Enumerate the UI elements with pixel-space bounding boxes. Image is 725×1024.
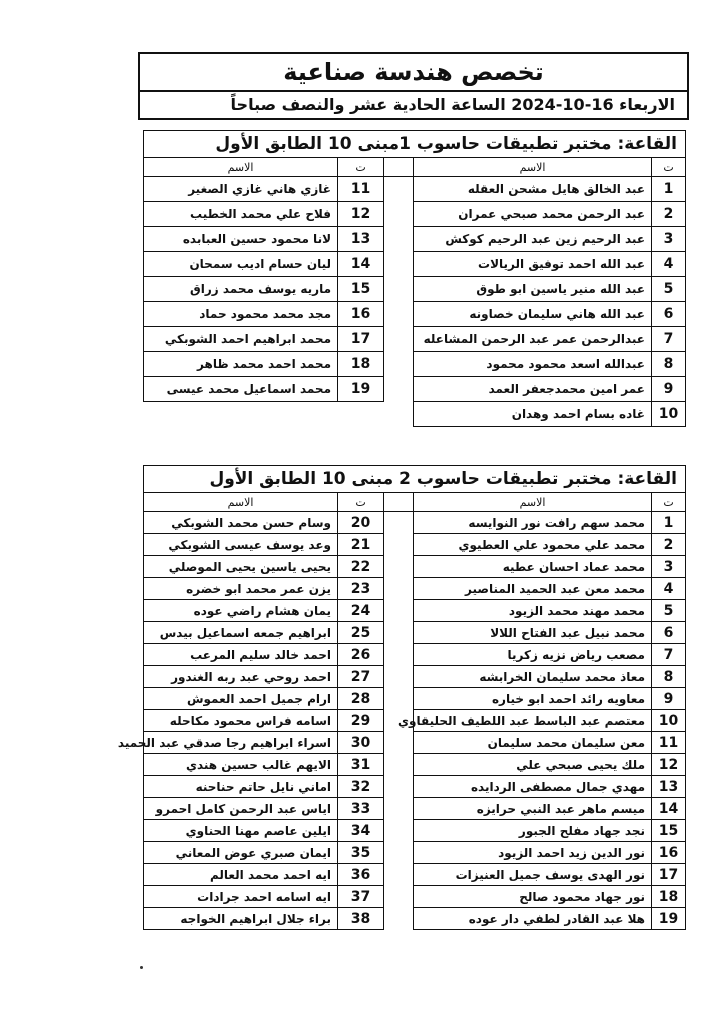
- student-number: 6: [652, 302, 686, 327]
- student-number: 28: [338, 688, 384, 710]
- student-number: 29: [338, 710, 384, 732]
- table-row: [144, 302, 686, 327]
- table-row: [144, 402, 686, 427]
- table-row: [144, 710, 686, 732]
- student-name: اسراء ابراهيم رجا صدقي عبد الحميد: [144, 732, 338, 754]
- row-spacer: [384, 842, 414, 864]
- student-number: 30: [338, 732, 384, 754]
- student-name: نجد جهاد مفلح الجبور: [414, 820, 652, 842]
- row-spacer: [384, 600, 414, 622]
- table-row: [144, 177, 686, 202]
- student-number: 15: [652, 820, 686, 842]
- row-spacer: [384, 666, 414, 688]
- hall-2-title: القاعة: مختبر تطبيقات حاسوب 2 مبنى 10 الطابق الأول: [144, 466, 686, 493]
- row-spacer: [384, 277, 414, 302]
- student-name: ابراهيم جمعه اسماعيل بيدس: [144, 622, 338, 644]
- table-row: [144, 352, 686, 377]
- student-number: 14: [338, 252, 384, 277]
- hall-1-col-no-left: ت: [338, 158, 384, 177]
- hall-2-col-name-left: الاسم: [144, 493, 338, 512]
- student-number: 22: [338, 556, 384, 578]
- hall-1-col-name-right: الاسم: [414, 158, 652, 177]
- student-name: احمد خالد سليم المرعب: [144, 644, 338, 666]
- student-number: 17: [338, 327, 384, 352]
- table-row: [144, 600, 686, 622]
- student-name: ارام جميل احمد العموش: [144, 688, 338, 710]
- student-name: نور الهدى يوسف جميل العنيزات: [414, 864, 652, 886]
- student-name: محمد علي محمود علي العطيوي: [414, 534, 652, 556]
- student-number: 7: [652, 327, 686, 352]
- student-number: 17: [652, 864, 686, 886]
- student-name: يحيى ياسين يحيى الموصلي: [144, 556, 338, 578]
- row-spacer: [384, 776, 414, 798]
- row-spacer: [384, 402, 414, 427]
- row-spacer: [384, 820, 414, 842]
- student-name: عبد الرحمن محمد صبحي عمران: [414, 202, 652, 227]
- student-name: محمد سهم رافت نور النوايسه: [414, 512, 652, 534]
- student-name: غازي هاني غازي الصغير: [144, 177, 338, 202]
- table-row: [144, 327, 686, 352]
- row-spacer: [384, 688, 414, 710]
- student-number: 6: [652, 622, 686, 644]
- student-name: محمد احمد محمد ظاهر: [144, 352, 338, 377]
- student-name: اسامه فراس محمود مكاحله: [144, 710, 338, 732]
- table-row: [144, 202, 686, 227]
- row-spacer: [384, 252, 414, 277]
- student-number: 4: [652, 252, 686, 277]
- student-number: 10: [652, 402, 686, 427]
- row-spacer: [384, 377, 414, 402]
- student-name: عبد الله هاني سليمان خصاونه: [414, 302, 652, 327]
- student-number: 37: [338, 886, 384, 908]
- student-number: 4: [652, 578, 686, 600]
- student-number: 33: [338, 798, 384, 820]
- student-name: يزن عمر محمد ابو خضره: [144, 578, 338, 600]
- row-spacer: [384, 578, 414, 600]
- student-number: 3: [652, 556, 686, 578]
- student-name: اماني نايل حاتم حناحنه: [144, 776, 338, 798]
- student-number: 27: [338, 666, 384, 688]
- student-number: 5: [652, 277, 686, 302]
- hall-1-title: القاعة: مختبر تطبيقات حاسوب 1مبنى 10 الطابق الأول: [144, 131, 686, 158]
- table-row: [144, 776, 686, 798]
- hall-2-col-no-right: ت: [652, 493, 686, 512]
- student-name: معتصم عبد الباسط عبد اللطيف الحليقاوي: [414, 710, 652, 732]
- student-name: الايهم غالب حسين هندي: [144, 754, 338, 776]
- student-number: 24: [338, 600, 384, 622]
- student-name: محمد معن عبد الحميد المناصير: [414, 578, 652, 600]
- student-number: 2: [652, 202, 686, 227]
- student-number: 9: [652, 377, 686, 402]
- student-number: 10: [652, 710, 686, 732]
- table-row: [144, 277, 686, 302]
- student-number: 11: [338, 177, 384, 202]
- student-number: 13: [338, 227, 384, 252]
- table-row: [144, 908, 686, 930]
- exam-date-time: الاربعاء 16-10-2024 الساعة الحادية عشر والنصف صباحاً: [140, 90, 687, 118]
- row-spacer: [384, 202, 414, 227]
- student-number: 38: [338, 908, 384, 930]
- student-name: محمد اسماعيل محمد عيسى: [144, 377, 338, 402]
- student-number: 31: [338, 754, 384, 776]
- table-row: [144, 622, 686, 644]
- table-row: [144, 842, 686, 864]
- student-name: معاويه رائد احمد ابو خياره: [414, 688, 652, 710]
- student-number: 32: [338, 776, 384, 798]
- student-number: 5: [652, 600, 686, 622]
- table-row: [144, 578, 686, 600]
- student-name: براء جلال ابراهيم الخواجه: [144, 908, 338, 930]
- student-number: 2: [652, 534, 686, 556]
- row-spacer: [384, 227, 414, 252]
- page-title: تخصص هندسة صناعية: [283, 58, 544, 86]
- student-number: 20: [338, 512, 384, 534]
- student-name: محمد مهند محمد الزيود: [414, 600, 652, 622]
- row-spacer: [384, 302, 414, 327]
- row-spacer: [384, 622, 414, 644]
- hall-2-table: [117, 465, 686, 930]
- student-number: 18: [652, 886, 686, 908]
- student-name: لانا محمود حسين العبابده: [144, 227, 338, 252]
- table-row: [144, 666, 686, 688]
- student-number: 12: [338, 202, 384, 227]
- student-number: 8: [652, 352, 686, 377]
- row-spacer: [384, 908, 414, 930]
- student-number: 11: [652, 732, 686, 754]
- student-name: عبد الله منير ياسين ابو طوق: [414, 277, 652, 302]
- student-name: محمد ابراهيم احمد الشوبكي: [144, 327, 338, 352]
- row-spacer: [384, 798, 414, 820]
- student-name: وسام حسن محمد الشوبكي: [144, 512, 338, 534]
- row-spacer: [384, 644, 414, 666]
- student-name: ايلين عاصم مهنا الحناوي: [144, 820, 338, 842]
- student-number: 35: [338, 842, 384, 864]
- student-name: اياس عبد الرحمن كامل احمرو: [144, 798, 338, 820]
- student-number: 12: [652, 754, 686, 776]
- table-row: [144, 820, 686, 842]
- table-row: [144, 732, 686, 754]
- student-number: 1: [652, 177, 686, 202]
- table-row: [144, 798, 686, 820]
- student-name: احمد روحي عبد ربه الغندور: [144, 666, 338, 688]
- student-number: 19: [338, 377, 384, 402]
- student-name: هلا عبد القادر لطفي دار عوده: [414, 908, 652, 930]
- table-row: [144, 864, 686, 886]
- student-name: عبد الله احمد توفيق الريالات: [414, 252, 652, 277]
- row-spacer: [384, 512, 414, 534]
- hall-1-col-no-right: ت: [652, 158, 686, 177]
- student-number: 18: [338, 352, 384, 377]
- student-name: محمد عماد احسان عطيه: [414, 556, 652, 578]
- row-spacer: [384, 754, 414, 776]
- row-spacer: [384, 732, 414, 754]
- student-name: معاذ محمد سليمان الخرابشه: [414, 666, 652, 688]
- student-number: 14: [652, 798, 686, 820]
- student-number: 9: [652, 688, 686, 710]
- hall-1-spacer: [384, 158, 414, 177]
- student-name: معن سليمان محمد سليمان: [414, 732, 652, 754]
- table-row: [144, 754, 686, 776]
- student-number: 23: [338, 578, 384, 600]
- student-name: نور جهاد محمود صالح: [414, 886, 652, 908]
- student-name: ايه اسامه احمد جرادات: [144, 886, 338, 908]
- student-name: وعد يوسف عيسى الشوبكي: [144, 534, 338, 556]
- student-number: 16: [338, 302, 384, 327]
- student-name: مهدي جمال مصطفى الردايده: [414, 776, 652, 798]
- hall-1-col-name-left: الاسم: [144, 158, 338, 177]
- hall-1-table: [143, 130, 686, 427]
- row-spacer: [384, 352, 414, 377]
- student-number: 21: [338, 534, 384, 556]
- student-number: 1: [652, 512, 686, 534]
- table-row: [144, 512, 686, 534]
- student-name: محمد نبيل عبد الفتاح اللالا: [414, 622, 652, 644]
- table-row: [144, 252, 686, 277]
- student-number: 13: [652, 776, 686, 798]
- student-number: 26: [338, 644, 384, 666]
- table-row: [144, 377, 686, 402]
- row-spacer: [384, 886, 414, 908]
- student-number: 8: [652, 666, 686, 688]
- student-name: غاده بسام احمد وهدان: [414, 402, 652, 427]
- hall-2-col-name-right: الاسم: [414, 493, 652, 512]
- row-spacer: [384, 327, 414, 352]
- student-number: 19: [652, 908, 686, 930]
- student-number: 25: [338, 622, 384, 644]
- table-row: [144, 644, 686, 666]
- document-header: [138, 52, 689, 120]
- student-name: فلاح علي محمد الخطيب: [144, 202, 338, 227]
- table-row: [144, 688, 686, 710]
- student-name: ايه احمد محمد العالم: [144, 864, 338, 886]
- row-spacer: [384, 556, 414, 578]
- table-row: [144, 886, 686, 908]
- empty-cell: [338, 402, 384, 427]
- hall-2-spacer: [384, 493, 414, 512]
- hall-2-col-no-left: ت: [338, 493, 384, 512]
- student-number: 36: [338, 864, 384, 886]
- table-row: [144, 556, 686, 578]
- student-number: 16: [652, 842, 686, 864]
- student-name: عبدالرحمن عمر عبد الرحمن المشاعله: [414, 327, 652, 352]
- row-spacer: [384, 177, 414, 202]
- student-name: مصعب رياض نزيه زكريا: [414, 644, 652, 666]
- table-row: [144, 534, 686, 556]
- student-number: 7: [652, 644, 686, 666]
- row-spacer: [384, 864, 414, 886]
- student-name: ايمان صبري عوض المعاني: [144, 842, 338, 864]
- student-name: ماريه يوسف محمد زراق: [144, 277, 338, 302]
- student-name: يمان هشام راضي عوده: [144, 600, 338, 622]
- row-spacer: [384, 534, 414, 556]
- student-name: نور الدين زيد احمد الزيود: [414, 842, 652, 864]
- student-name: عبد الخالق هايل مشحن العقله: [414, 177, 652, 202]
- student-name: ملك يحيى صبحي علي: [414, 754, 652, 776]
- student-name: ليان حسام اديب سمحان: [144, 252, 338, 277]
- student-name: مجد محمد محمود حماد: [144, 302, 338, 327]
- student-name: عبد الرحيم زين عبد الرحيم كوكش: [414, 227, 652, 252]
- student-name: عبدالله اسعد محمود محمود: [414, 352, 652, 377]
- student-number: 3: [652, 227, 686, 252]
- student-name: ميسم ماهر عبد النبي حرايزه: [414, 798, 652, 820]
- scan-speck: [140, 966, 143, 969]
- student-number: 34: [338, 820, 384, 842]
- student-number: 15: [338, 277, 384, 302]
- empty-cell: [144, 402, 338, 427]
- table-row: [144, 227, 686, 252]
- student-name: عمر امين محمدجعفر العمد: [414, 377, 652, 402]
